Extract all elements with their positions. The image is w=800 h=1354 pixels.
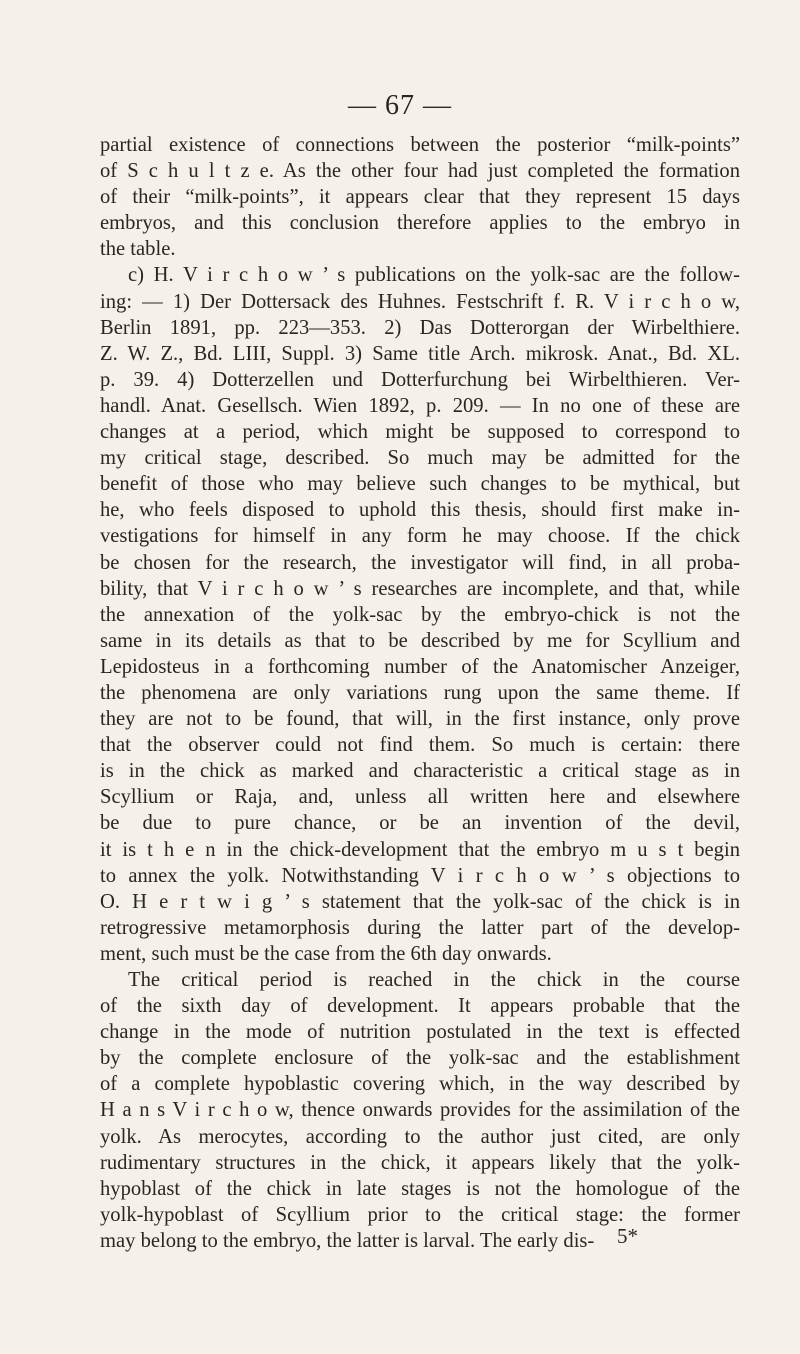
text-line: H a n s V i r c h o w, thence onwards provides for the assimilation of the (100, 1099, 740, 1122)
text-line: it is t h e n in the chick-development that the embryo m u s t begin (100, 838, 740, 861)
text-line: of their “milk-points”, it appears clear that they represent 15 days (100, 186, 740, 209)
text-line: rudimentary structures in the chick, it appears likely that the yolk- (100, 1151, 740, 1174)
text-line: to annex the yolk. Notwithstanding V i r c h o w ’ s objections to (100, 864, 740, 887)
text-line: The critical period is reached in the chick in the course (128, 969, 740, 991)
text-line: by the complete enclosure of the yolk-sac and the establishment (100, 1047, 740, 1070)
text-line: yolk-hypoblast of Scyllium prior to the critical stage: the former (100, 1203, 740, 1226)
text-line: ing: — 1) Der Dottersack des Huhnes. Festschrift f. R. V i r c h o w, (100, 290, 740, 313)
text-line: is in the chick as marked and characteristic a critical stage as in (100, 760, 740, 783)
text-line: be due to pure chance, or be an invention of the devil, (100, 812, 740, 835)
signature-mark: 5* (617, 1224, 638, 1248)
text-line: the annexation of the yolk-sac by the embryo-chick is not the (100, 603, 740, 626)
text-line: Lepidosteus in a forthcoming number of the Anatomischer Anzeiger, (100, 655, 740, 678)
text-line: changes at a period, which might be supposed to correspond to (100, 421, 740, 444)
text-line: hypoblast of the chick in late stages is not the homologue of the (100, 1177, 740, 1200)
text-line: handl. Anat. Gesellsch. Wien 1892, p. 209. — In no one of these are (100, 394, 740, 417)
text-line: vestigations for himself in any form he may choose. If the chick (100, 525, 740, 548)
text-line: yolk. As merocytes, according to the author just cited, are only (100, 1125, 740, 1148)
text-line: bility, that V i r c h o w ’ s researches are incomplete, and that, while (100, 577, 740, 600)
text-line: embryos, and this conclusion therefore applies to the embryo in (100, 212, 740, 235)
text-line: ment, such must be the case from the 6th day onwards. (100, 942, 552, 965)
text-line: same in its details as that to be described by me for Scyllium and (100, 629, 740, 652)
text-line: the table. (100, 238, 176, 261)
text-line: c) H. V i r c h o w ’ s publications on the yolk-sac are the follow- (128, 264, 740, 287)
text-line: may belong to the embryo, the latter is larval. The early dis- (100, 1229, 595, 1252)
text-line: Scyllium or Raja, and, unless all written here and elsewhere (100, 786, 740, 809)
text-line: that the observer could not find them. So much is certain: there (100, 734, 740, 757)
text-line: O. H e r t w i g ’ s statement that the yolk-sac of the chick is in (100, 890, 740, 913)
text-line: partial existence of connections between the posterior “milk-points” (100, 134, 740, 156)
text-line: be chosen for the research, the investigator will find, in all proba- (100, 551, 740, 574)
page-number-header: — 67 — (348, 90, 452, 121)
text-line: the phenomena are only variations rung upon the same theme. If (100, 681, 740, 704)
text-line: of the sixth day of development. It appears probable that the (100, 995, 740, 1018)
text-line: retrogressive metamorphosis during the latter part of the develop- (100, 916, 740, 939)
text-line: my critical stage, described. So much may be admitted for the (100, 447, 740, 470)
text-line: Z. W. Z., Bd. LIII, Suppl. 3) Same title Arch. mikrosk. Anat., Bd. XL. (100, 342, 740, 365)
text-line: p. 39. 4) Dotterzellen und Dotterfurchung bei Wirbelthieren. Ver- (100, 368, 740, 391)
text-line: of S c h u l t z e. As the other four had just completed the formation (100, 160, 740, 183)
text-line: they are not to be found, that will, in the first instance, only prove (100, 708, 740, 731)
text-line: benefit of those who may believe such changes to be mythical, but (100, 473, 740, 496)
body-text (100, 132, 740, 1254)
text-line: Berlin 1891, pp. 223—353. 2) Das Dotterorgan der Wirbelthiere. (100, 316, 740, 339)
text-line: he, who feels disposed to uphold this thesis, should first make in- (100, 499, 740, 522)
text-line: change in the mode of nutrition postulated in the text is effected (100, 1021, 740, 1044)
text-line: of a complete hypoblastic covering which, in the way described by (100, 1073, 740, 1096)
